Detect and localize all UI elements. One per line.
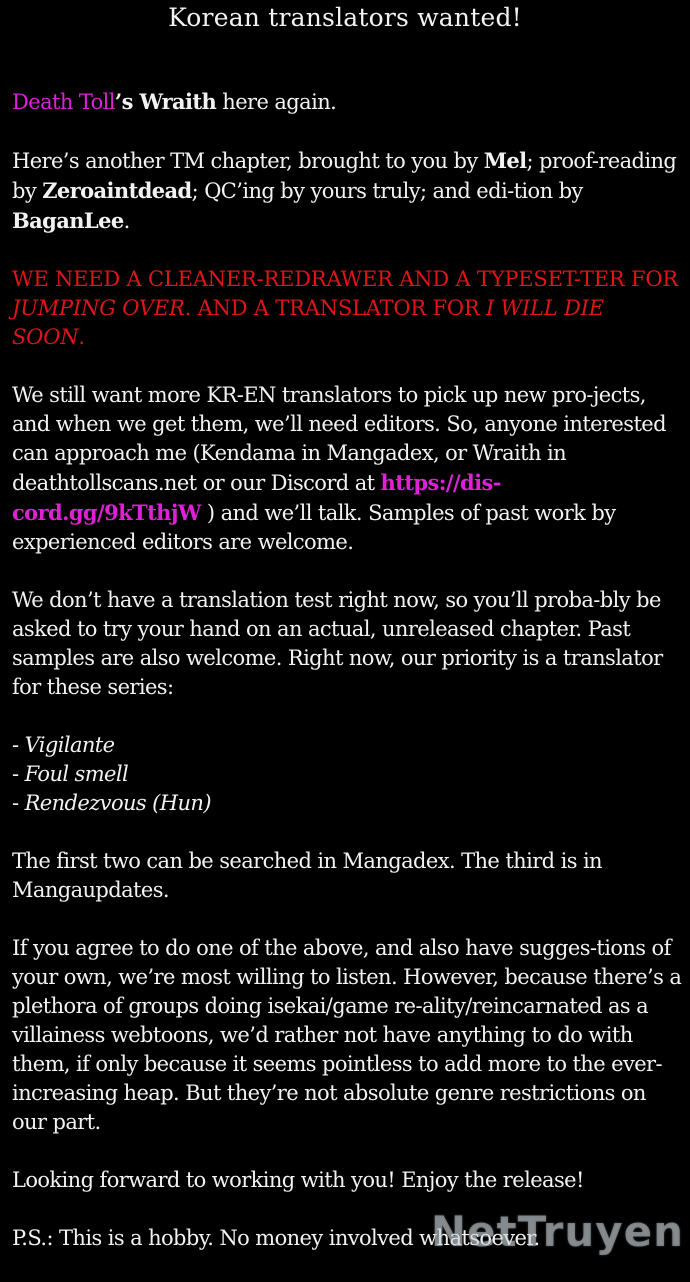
possessive: ’s [114, 89, 140, 114]
notice-text-1: WE NEED A CLEANER-REDRAWER AND A TYPESET-TER FOR [12, 267, 679, 291]
credits-paragraph [12, 146, 682, 236]
credits-text-1: Here’s another TM chapter, brought to you by [12, 149, 484, 173]
list-dash: - [12, 791, 25, 815]
list-item [12, 731, 682, 760]
series-vigilante: Vigilante [24, 733, 115, 757]
proofreader-credit: Zeroaintdead [42, 178, 192, 203]
notice-text-2: . AND A TRANSLATOR FOR [184, 296, 486, 320]
list-item [12, 789, 682, 818]
series-i-will-die-soon: I WILL DIE SOON [12, 296, 604, 349]
intro-rest: here again. [216, 90, 337, 114]
credits-text-2: ; proof-reading by [12, 149, 677, 203]
test-paragraph: We don’t have a translation test right now, so you’ll proba-bly be asked to try your hand on an actual, unreleased chapter. Past samples are also welcome. Right now, our priority is a translator for these series: [12, 588, 663, 699]
watermark-logo: NetTruyen [430, 1207, 684, 1256]
list-dash: - [12, 733, 25, 757]
credits-text-4: . [123, 209, 130, 233]
translator-credit: Mel [483, 148, 527, 173]
announcement-body [12, 87, 682, 1282]
suggestions-paragraph: If you agree to do one of the above, and also have sugges-tions of your own, we’re most willing to listen. However, because there’s a plethora of groups doing isekai/game re-ality/reincarnated as a villainess webtoons, we’d rather not have anything to do with them, if only because it seems pointless to add more to the ever-increasing heap. But they’re not absolute genre restrictions on our part. [12, 936, 682, 1134]
recruitment-notice [12, 265, 682, 352]
closing-paragraph: Looking forward to working with you! Enjoy the release! [12, 1168, 584, 1192]
search-paragraph: The first two can be searched in Mangadex. The third is in Mangaupdates. [12, 849, 602, 902]
page-title: Korean translators wanted! [168, 3, 522, 32]
series-rendezvous: Rendezvous (Hun) [24, 791, 211, 815]
intro-paragraph [12, 87, 682, 117]
credits-text-3: ; QC’ing by yours truly; and edi-tion by [191, 179, 583, 203]
series-foul-smell: Foul smell [24, 762, 129, 786]
group-name: Death Toll [12, 90, 115, 114]
notice-text-3: . [78, 325, 85, 349]
editor-credit: BaganLee [12, 208, 124, 233]
list-item [12, 760, 682, 789]
author-name: Wraith [139, 89, 217, 114]
translators-text-2: ) and we’ll talk. Samples of past work by experienced editors are welcome. [12, 501, 616, 554]
series-jumping-over: JUMPING OVER [12, 296, 185, 320]
series-list [12, 731, 682, 818]
list-dash: - [12, 762, 25, 786]
translators-paragraph [12, 381, 682, 557]
discord-link[interactable]: https://dis-cord.gg/9kTthjW [12, 470, 501, 525]
translators-text-1: We still want more KR-EN translators to pick up new pro-jects, and when we get them, we’ll need editors. So, anyone interested can approach me (Kendama in Mangadex, or Wraith in deathtollscans.net or our Discord at [12, 383, 666, 495]
postscript-paragraph: P.S.: This is a hobby. No money involved whatsoever. [12, 1226, 540, 1250]
